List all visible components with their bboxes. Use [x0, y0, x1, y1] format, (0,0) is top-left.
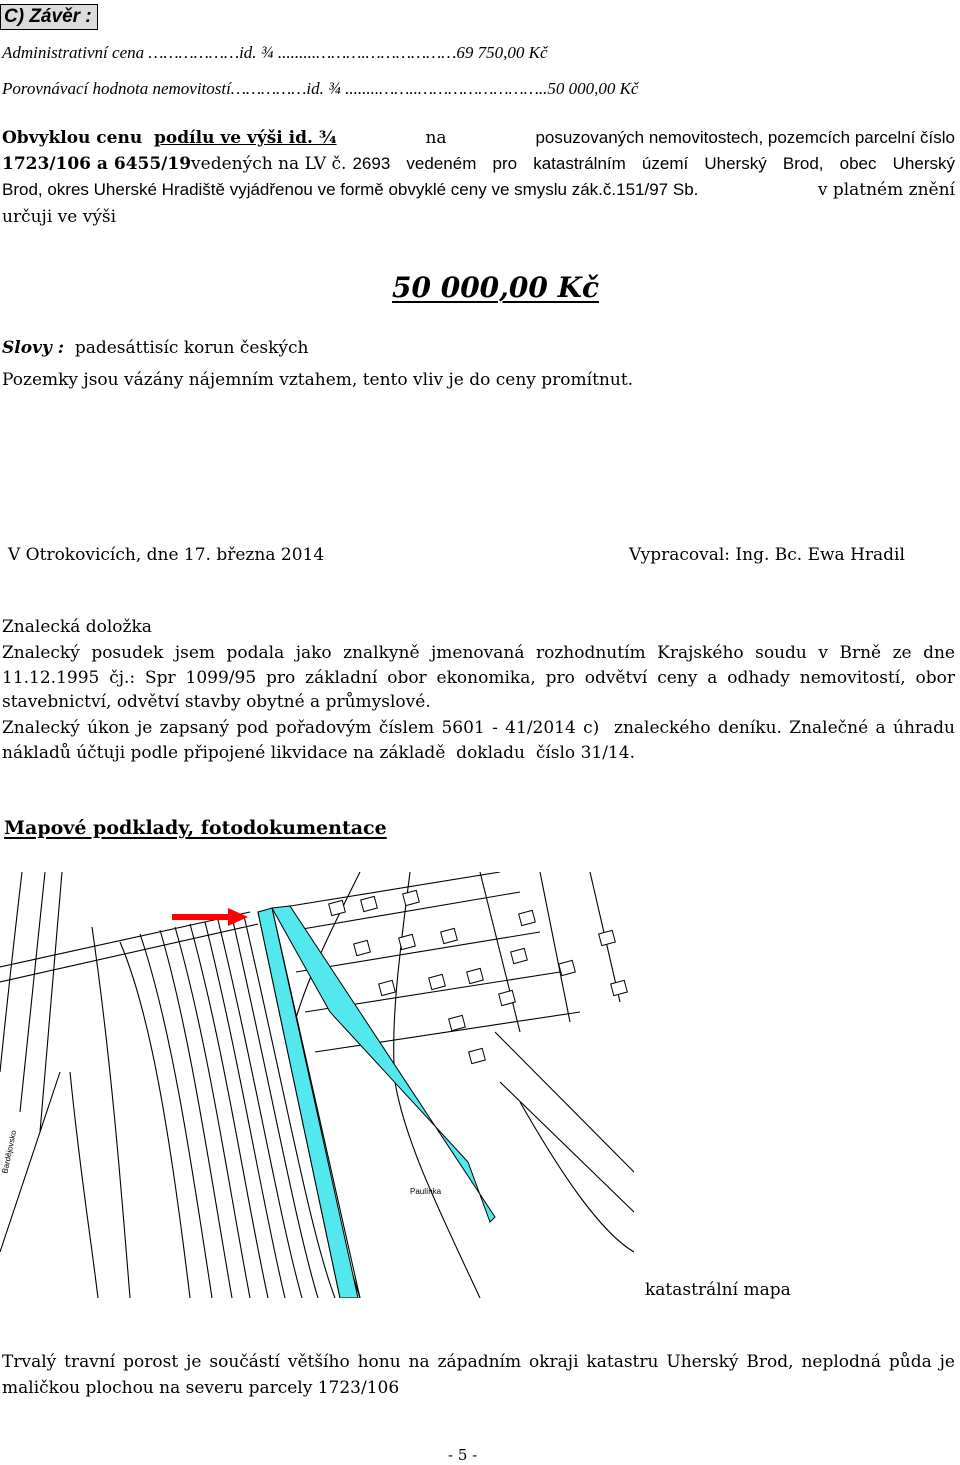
conclusion-rest-1: posuzovaných nemovitostech, pozemcích parcelní číslo — [535, 128, 955, 147]
conclusion-na: na — [425, 128, 447, 148]
clause-line-5: nákladů účtuji podle připojené likvidace na základě dokladu číslo 31/14. — [2, 743, 635, 763]
clause-line-4: Znalecký úkon je zapsaný pod pořadovým číslem 5601 - 41/2014 c) znaleckého deníku. Znalečné a úhradu — [2, 718, 955, 738]
map-caption: katastrální mapa — [645, 1280, 791, 1300]
conclusion-valid: v platném znění — [817, 180, 955, 200]
conclusion-line-1 — [2, 128, 955, 148]
admin-price-value: 69 750,00 Kč — [456, 43, 548, 62]
conclusion-line-4: určuji ve výši — [2, 207, 117, 227]
clause-title: Znalecká doložka — [2, 617, 152, 637]
words-value: padesáttisíc korun českých — [74, 338, 309, 358]
place-date: V Otrokovicích, dne 17. března 2014 — [8, 545, 325, 565]
final-amount: 50 000,00 Kč — [392, 271, 600, 304]
parcel-numbers: 1723/106 a 6455/19 — [2, 154, 192, 174]
admin-price-label: Administrativní cena — [2, 43, 145, 62]
conclusion-line-2 — [2, 154, 955, 174]
footer-note-line-2: maličkou plochou na severu parcely 1723/106 — [2, 1378, 400, 1398]
compare-value-dots: …………… — [230, 79, 307, 98]
admin-price-dots-2: .........……….……………… — [277, 43, 457, 62]
compare-value-dots-2: ........……..…………………….. — [345, 79, 548, 98]
footer-note-line-1: Trvalý travní porost je součástí většího honu na západním okraji katastru Uherský Brod, neplodná půda je — [2, 1352, 955, 1372]
compare-value-line — [2, 79, 638, 99]
compare-value-share: id. ¾ — [306, 79, 341, 98]
page-number: - 5 - — [448, 1446, 478, 1464]
compare-value-label: Porovnávací hodnota nemovitostí — [2, 79, 231, 98]
map-label-bardejovsko: Bardějovsko — [0, 1129, 19, 1175]
prepared-by: Vypracoval: Ing. Bc. Ewa Hradil — [629, 545, 905, 565]
conclusion-lv: vedených na LV č. — [191, 154, 347, 174]
clause-line-1: Znalecký posudek jsem podala jako znalkyně jmenovaná rozhodnutím Krajského soudu v Brně ze dne — [2, 643, 955, 663]
compare-value-value: 50 000,00 Kč — [547, 79, 639, 98]
cadastral-map — [0, 872, 634, 1298]
lease-note: Pozemky jsou vázány nájemním vztahem, tento vliv je do ceny promítnut. — [2, 370, 634, 390]
clause-line-2: 11.12.1995 čj.: Spr 1099/95 pro základní obor ekonomika, pro odvětví ceny a odhady nemovitostí, obor — [2, 668, 955, 688]
conclusion-rest-3: Brod, okres Uherské Hradiště vyjádřenou ve formě obvyklé ceny ve smyslu zák.č.151/97 Sb. — [2, 180, 699, 199]
conclusion-rest-2: 2693 vedeném pro katastrálním území Uherský Brod, obec Uherský — [352, 154, 955, 173]
map-label-paulinka: Paulínka — [410, 1187, 442, 1196]
section-heading: C) Závěr : — [0, 4, 98, 30]
clause-line-3: stavebnictví, odvětví stavby obytné a průmyslové. — [2, 692, 431, 712]
admin-price-line — [2, 43, 548, 63]
admin-price-share: id. ¾ — [239, 43, 274, 62]
conclusion-line-3 — [2, 180, 955, 200]
maps-section-title: Mapové podklady, fotodokumentace — [4, 817, 387, 839]
share-term: podílu ve výši id. ¾ — [154, 128, 337, 148]
words-line — [2, 338, 309, 358]
admin-price-dots: ……………… — [148, 43, 240, 62]
words-label: Slovy : — [2, 338, 65, 358]
usual-price-term: Obvyklou cenu — [2, 128, 143, 148]
